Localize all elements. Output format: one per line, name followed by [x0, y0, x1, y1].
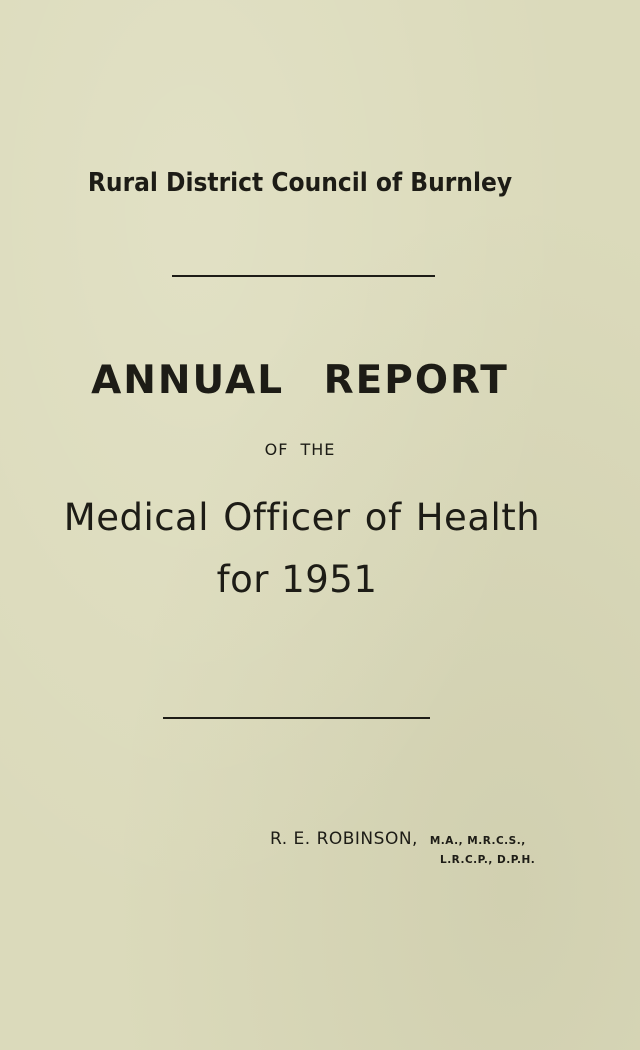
bottom-divider-rule [163, 717, 430, 719]
author-line [270, 829, 526, 849]
top-divider-rule [172, 275, 435, 277]
officer-title: Medical Officer of Health [63, 496, 541, 539]
author-qualifications-1: M.A., M.R.C.S., [429, 835, 526, 847]
author-qualifications-2: L.R.C.P., D.P.H. [440, 854, 536, 866]
report-title: ANNUAL REPORT [91, 358, 509, 403]
report-year-line: for 1951 [216, 558, 378, 601]
council-name: Rural District Council of Burnley [87, 168, 513, 198]
author-name: R. E. ROBINSON, [270, 829, 418, 849]
of-the-caption: OF THE [264, 440, 336, 459]
